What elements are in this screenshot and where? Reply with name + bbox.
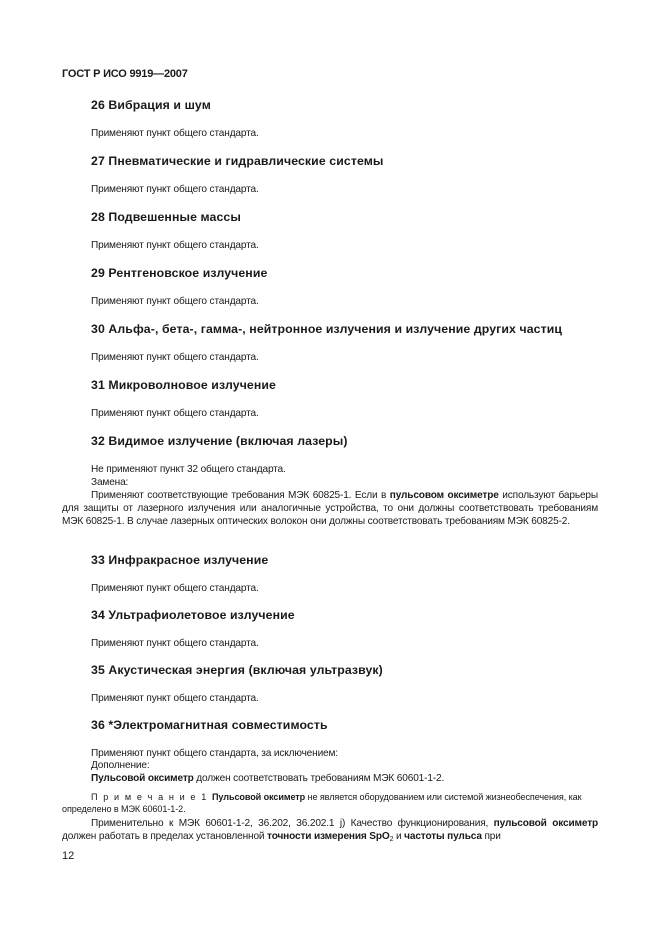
section-text: Дополнение:: [91, 760, 150, 771]
paragraph-text: при: [481, 831, 501, 842]
subscript: 2: [389, 836, 394, 843]
section-title: 28 Подвешенные массы: [91, 210, 241, 224]
paragraph-text: Применяют соответствующие требования МЭК 60825-1. Если в: [91, 490, 390, 501]
term-bold: Пульсовой оксиметр: [91, 773, 194, 784]
section-title: 30 Альфа-, бета-, гамма-, нейтронное излучения и излучение других частиц: [91, 322, 563, 336]
section-text: Применяют пункт общего стандарта.: [91, 638, 259, 649]
term-bold: точности измерения SpO: [267, 831, 390, 842]
section-text: Применяют пункт общего стандарта.: [91, 693, 259, 704]
term-bold: частоты пульса: [404, 831, 482, 842]
section-text: [91, 773, 444, 784]
section-title: 29 Рентгеновское излучение: [91, 266, 268, 280]
section-text: Замена:: [91, 477, 129, 488]
section-text: Применяют пункт общего стандарта.: [91, 296, 259, 307]
section-title: 36 *Электромагнитная совместимость: [91, 718, 328, 732]
paragraph-text: должен работать в пределах установленной: [62, 831, 268, 842]
section-title: 33 Инфракрасное излучение: [91, 553, 269, 567]
section-text: Не применяют пункт 32 общего стандарта.: [91, 464, 286, 475]
section-text: Применяют пункт общего стандарта.: [91, 352, 259, 363]
section-text: Применяют пункт общего стандарта.: [91, 184, 259, 195]
term-bold: Пульсовой оксиметр: [212, 792, 306, 802]
paragraph-text: используют барьеры для защиты от лазерного излучения или аналогичные устройства, то они должны соответствовать требованиям МЭК 60825-1. В случае лазерных оптических волокон они должны соответствовать требованиям МЭК 60825-2.: [62, 490, 598, 527]
section-title: 35 Акустическая энергия (включая ультразвук): [91, 663, 383, 677]
paragraph-text: Применительно к МЭК 60601-1-2, 36.202, 36.202.1 j) Качество функционирования,: [91, 818, 494, 829]
document-header: ГОСТ Р ИСО 9919—2007: [62, 68, 188, 80]
note-label: П р и м е ч а н и е 1: [91, 792, 212, 802]
paragraph: [62, 817, 598, 843]
paragraph: [62, 489, 598, 528]
note-text: не является оборудованием или системой жизнеобеспечения, как определено в МЭК 60601-1-2.: [62, 792, 582, 814]
note: [62, 791, 598, 815]
section-title: 26 Вибрация и шум: [91, 98, 211, 112]
paragraph-text: должен соответствовать требованиям МЭК 60601-1-2.: [193, 773, 445, 784]
page-number: 12: [62, 850, 75, 862]
section-title: 31 Микроволновое излучение: [91, 378, 276, 392]
section-text: Применяют пункт общего стандарта.: [91, 128, 259, 139]
section-text: Применяют пункт общего стандарта, за исключением:: [91, 748, 338, 759]
section-title: 27 Пневматические и гидравлические системы: [91, 154, 384, 168]
section-title: 34 Ультрафиолетовое излучение: [91, 608, 295, 622]
section-text: Применяют пункт общего стандарта.: [91, 583, 259, 594]
section-text: Применяют пункт общего стандарта.: [91, 408, 259, 419]
section-title: 32 Видимое излучение (включая лазеры): [91, 434, 348, 448]
section-text: Применяют пункт общего стандарта.: [91, 240, 259, 251]
paragraph-text: и: [393, 831, 405, 842]
term-bold: пульсовом оксиметре: [389, 490, 499, 501]
term-bold: пульсовой оксиметр: [493, 818, 599, 829]
